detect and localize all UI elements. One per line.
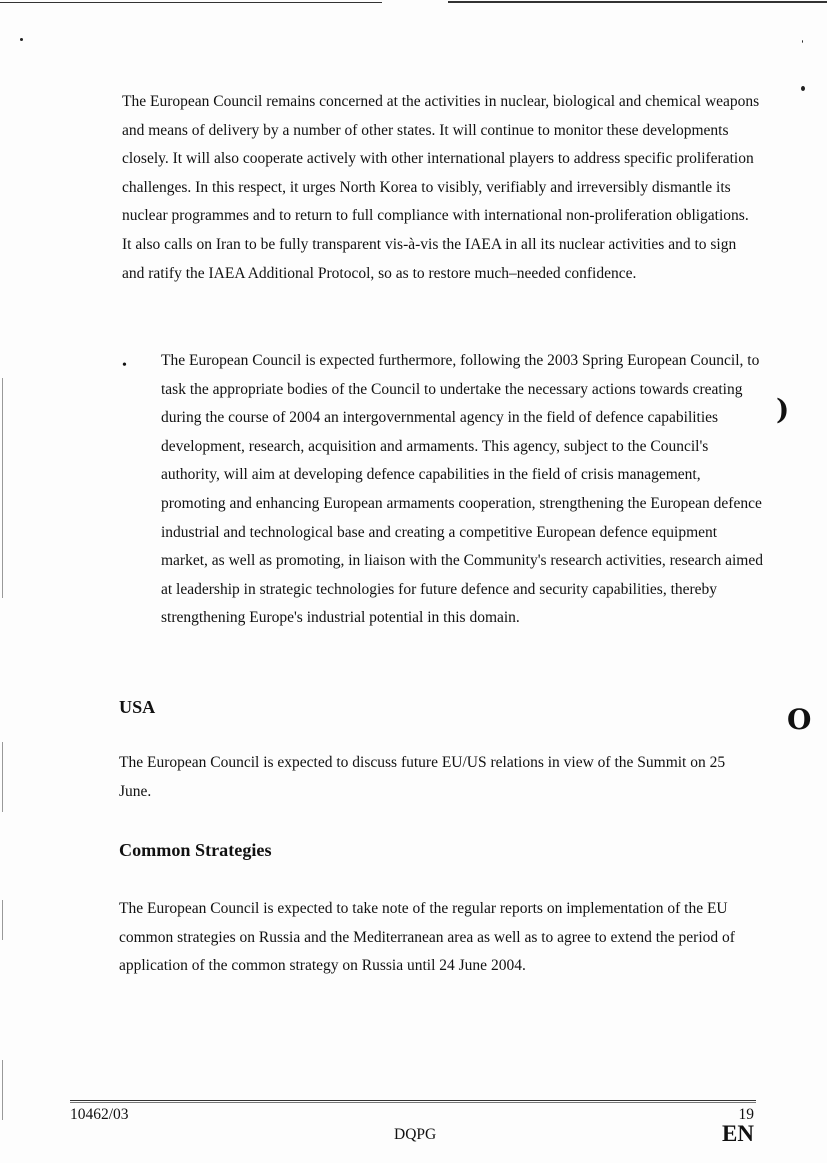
scan-edge-line (2, 742, 3, 812)
top-rule (0, 2, 382, 3)
scan-speck (20, 38, 23, 41)
footer-department: DQPG (394, 1126, 437, 1143)
footer-language: EN (722, 1121, 754, 1146)
margin-bracket-mark: ) (776, 393, 790, 426)
scan-speck (801, 86, 805, 91)
body-paragraph-usa: The European Council is expected to discuss future EU/US relations in view of the Summit on 25 June. (119, 754, 726, 800)
scan-speck (802, 40, 803, 43)
scan-edge-line (2, 900, 3, 940)
scan-edge-line (2, 1060, 3, 1120)
section-heading-common-strategies: Common Strategies (119, 840, 272, 860)
body-paragraph-common-strategies: The European Council is expected to take note of the regular reports on implementation of the EU common strategies on Russia and the Mediterranean area as well as to agree to extend the period of application of the common strategy on Russia until 24 June 2004. (119, 900, 735, 975)
top-rule (448, 1, 827, 3)
bullet-paragraph: The European Council is expected furthermore, following the 2003 Spring European Council, to task the appropriate bodies of the Council to undertake the necessary actions towards creating during the course of 2004 an intergovernmental agency in the field of defence capabilities development, research, acquisition and armaments. This agency, subject to the Council's authority, will aim at developing defence capabilities in the field of crisis management, promoting and enhancing European armaments cooperation, strengthening the European defence industrial and technological base and creating a competitive European defence equipment market, as well as promoting, in liaison with the Community's research activities, research aimed at leadership in strategic technologies for future defence and security capabilities, thereby strengthening Europe's industrial potential in this domain. (161, 352, 763, 627)
footer-rule (70, 1100, 756, 1101)
footer-doc-number: 10462/03 (70, 1106, 129, 1123)
footer-page-number: 19 (738, 1106, 754, 1123)
margin-circle-mark: O (787, 703, 812, 736)
footer-rule (70, 1102, 756, 1103)
body-paragraph: The European Council remains concerned at the activities in nuclear, biological and chemical weapons and means of delivery by a number of other states. It will continue to monitor these developments closely. It will also cooperate actively with other international players to address specific proliferation challenges. In this respect, it urges North Korea to visibly, verifiably and irreversibly dismantle its nuclear programmes and to return to full compliance with international non-proliferation obligations. It also calls on Iran to be fully transparent vis-à-vis the IAEA in all its nuclear activities and to sign and ratify the IAEA Additional Protocol, so as to restore much–needed confidence. (122, 93, 760, 282)
section-heading-usa: USA (119, 697, 156, 717)
bullet-icon: • (122, 358, 127, 373)
scan-edge-line (2, 378, 3, 598)
